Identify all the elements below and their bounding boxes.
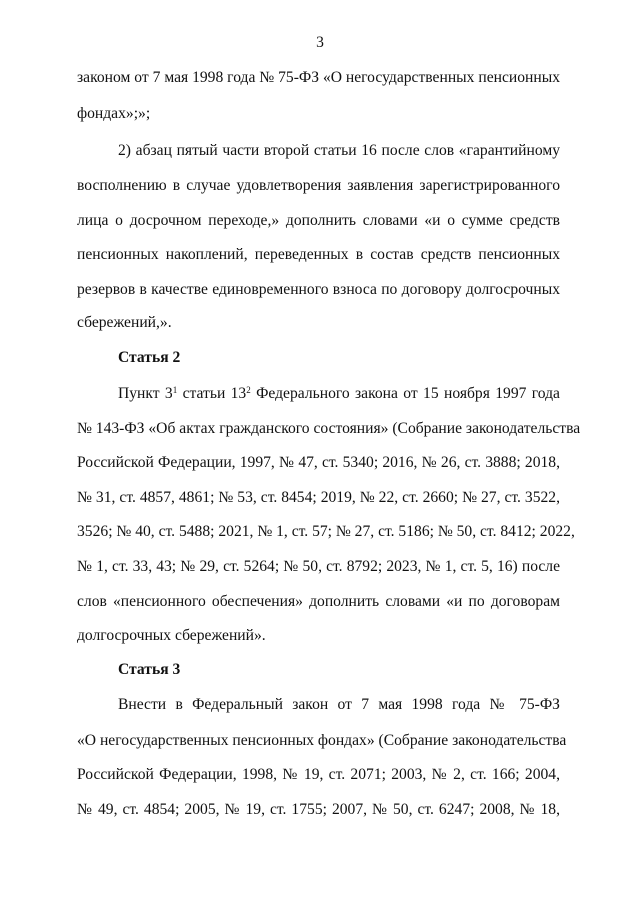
article-3-heading: Статья 3 bbox=[118, 661, 181, 678]
text-line: Внести в Федеральный закон от 7 мая 1998 года № 75-ФЗ bbox=[118, 696, 560, 713]
text-line: Российской Федерации, 1998, № 19, ст. 2071; 2003, № 2, ст. 166; 2004, bbox=[77, 766, 560, 783]
superscript: 1 bbox=[172, 385, 178, 395]
text-line: восполнению в случае удовлетворения заявления зарегистрированного bbox=[77, 177, 560, 194]
text-line bbox=[118, 384, 560, 404]
article-2-heading: Статья 2 bbox=[118, 349, 181, 366]
text-line: долгосрочных сбережений». bbox=[77, 627, 266, 644]
text-line: слов «пенсионного обеспечения» дополнить словами «и по договорам bbox=[77, 593, 560, 610]
text-line: 2) абзац пятый части второй статьи 16 после слов «гарантийному bbox=[118, 142, 560, 159]
text-line: резервов в качестве единовременного взноса по договору долгосрочных bbox=[77, 281, 560, 298]
text-fragment: Федерального закона от 15 ноября 1997 года bbox=[250, 385, 560, 402]
text-line: законом от 7 мая 1998 года № 75-ФЗ «О негосударственных пенсионных bbox=[77, 69, 560, 86]
page-number: 3 bbox=[316, 34, 324, 51]
text-line: «О негосударственных пенсионных фондах» (Собрание законодательства bbox=[77, 732, 567, 749]
text-line: № 49, ст. 4854; 2005, № 19, ст. 1755; 2007, № 50, ст. 6247; 2008, № 18, bbox=[77, 801, 560, 818]
text-line: пенсионных накоплений, переведенных в состав средств пенсионных bbox=[77, 246, 560, 263]
superscript: 2 bbox=[246, 385, 251, 395]
text-line: лица о досрочном переходе,» дополнить словами «и о сумме средств bbox=[77, 212, 560, 229]
text-line: № 31, ст. 4857, 4861; № 53, ст. 8454; 2019, № 22, ст. 2660; № 27, ст. 3522, bbox=[77, 489, 560, 506]
text-line: № 1, ст. 33, 43; № 29, ст. 5264; № 50, ст. 8792; 2023, № 1, ст. 5, 16) после bbox=[77, 558, 560, 575]
text-line: сбережений,». bbox=[77, 314, 172, 331]
text-line: 3526; № 40, ст. 5488; 2021, № 1, ст. 57; № 27, ст. 5186; № 50, ст. 8412; 2022, bbox=[77, 523, 575, 540]
text-fragment: статьи 13 bbox=[177, 385, 247, 402]
text-line: Российской Федерации, 1997, № 47, ст. 5340; 2016, № 26, ст. 3888; 2018, bbox=[77, 454, 560, 471]
text-line: фондах»;»; bbox=[77, 105, 151, 122]
text-line: № 143-ФЗ «Об актах гражданского состояния» (Собрание законодательства bbox=[77, 420, 581, 437]
text-fragment: Пункт 3 bbox=[118, 385, 173, 402]
